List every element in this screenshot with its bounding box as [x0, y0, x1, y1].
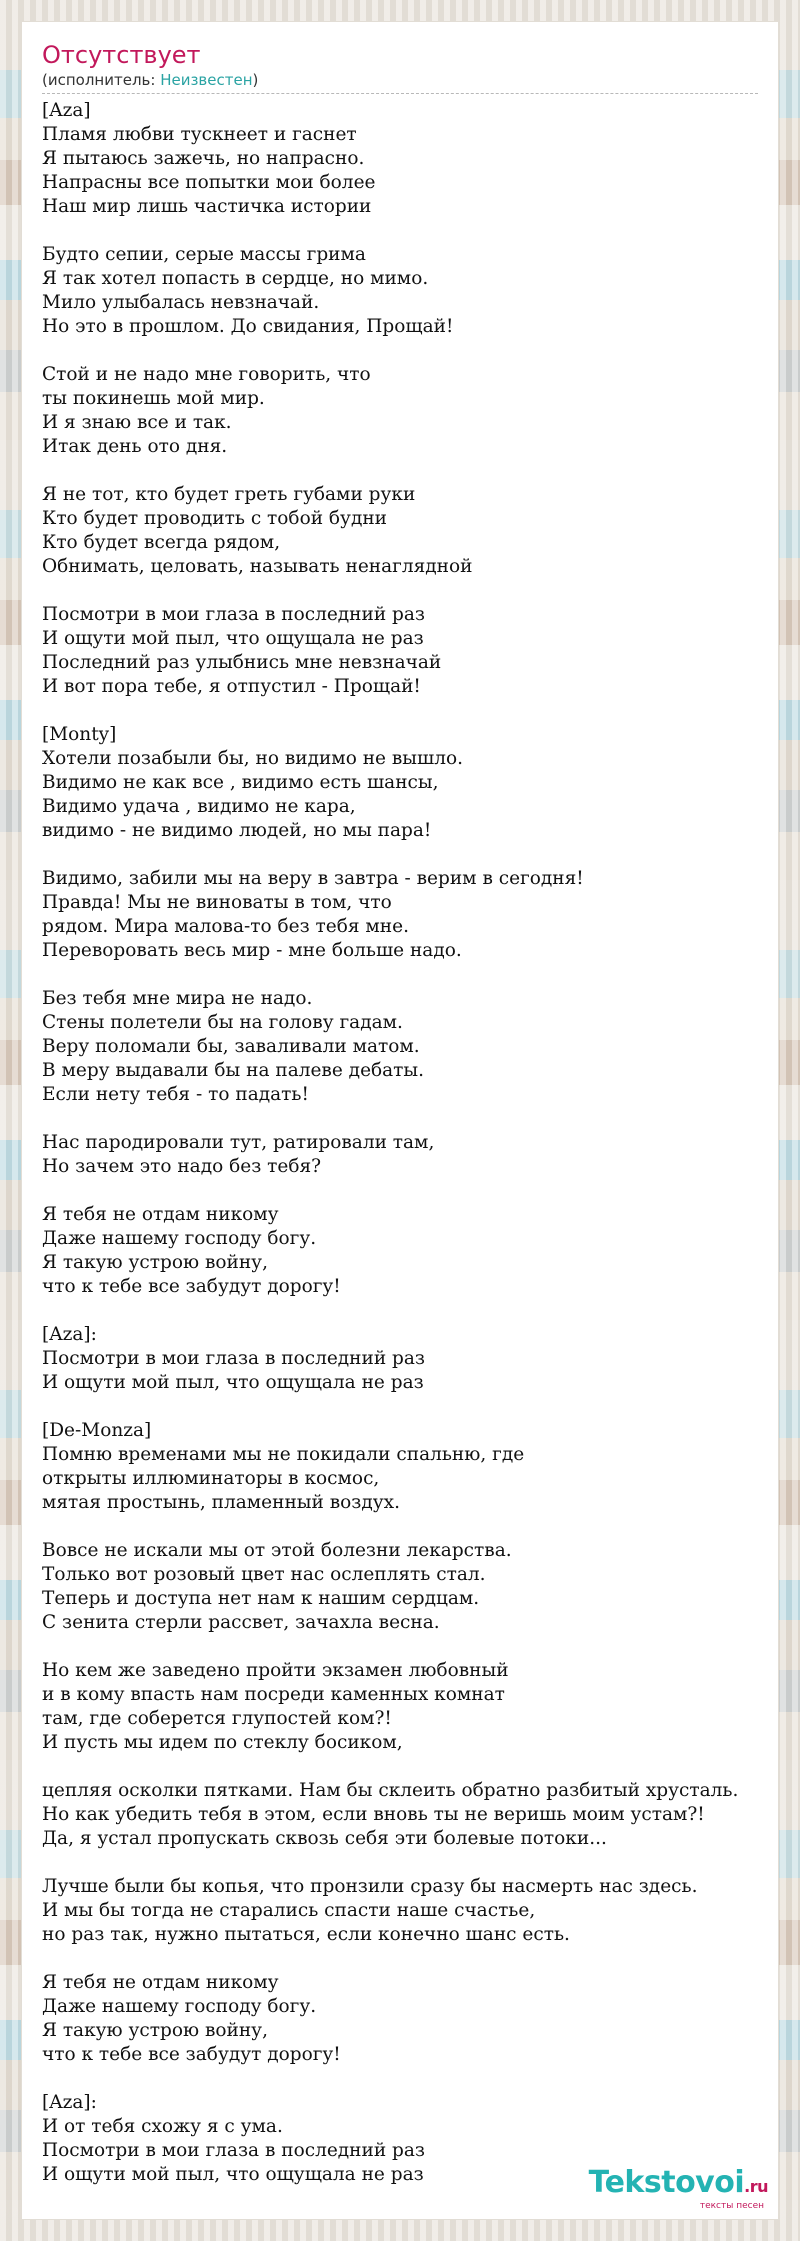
- lyric-line: Я пытаюсь зажечь, но напрасно.: [42, 148, 365, 169]
- lyric-line: Правда! Мы не виноваты в том, что: [42, 892, 392, 913]
- lyric-line: Теперь и доступа нет нам к нашим сердцам.: [42, 1588, 480, 1609]
- subtitle-suffix: ): [252, 71, 259, 89]
- lyric-line: и в кому впасть нам посреди каменных комнат: [42, 1684, 505, 1705]
- lyric-line: Видимо удача , видимо не кара,: [42, 796, 356, 817]
- lyric-line: И я знаю все и так.: [42, 412, 232, 433]
- lyric-line: Только вот розовый цвет нас ослеплять стал.: [42, 1564, 486, 1585]
- lyric-line: Мило улыбалась невзначай.: [42, 292, 320, 313]
- lyric-line: [Aza]: [42, 100, 91, 121]
- lyrics-card: [22, 22, 778, 2219]
- logo-brand-name: Tekstovoi: [588, 2165, 745, 2200]
- logo-tagline: тексты песен: [699, 2201, 764, 2211]
- lyric-line: В меру выдавали бы на палеве дебаты.: [42, 1060, 425, 1081]
- lyric-line: Я такую устрою войну,: [42, 2020, 268, 2041]
- lyric-line: [42, 1107, 782, 1131]
- lyric-line: И мы бы тогда не старались спасти наше счастье,: [42, 1900, 536, 1921]
- lyric-line: Я такую устрою войну,: [42, 1252, 268, 1273]
- lyric-line: Если нету тебя - то падать!: [42, 1084, 309, 1105]
- lyric-line: Стой и не надо мне говорить, что: [42, 364, 371, 385]
- lyric-line: [42, 459, 782, 483]
- lyric-line: [Aza]:: [42, 2092, 97, 2113]
- lyric-line: Без тебя мне мира не надо.: [42, 988, 313, 1009]
- lyric-line: [42, 339, 782, 363]
- lyric-line: Наш мир лишь частичка истории: [42, 196, 372, 217]
- lyric-line: [42, 579, 782, 603]
- lyric-line: Да, я устал пропускать сквозь себя эти болевые потоки...: [42, 1828, 607, 1849]
- lyric-line: но раз так, нужно пытаться, если конечно шанс есть.: [42, 1924, 570, 1945]
- lyric-line: Но это в прошлом. До свидания, Прощай!: [42, 316, 454, 337]
- lyric-line: Но кем же заведено пройти экзамен любовный: [42, 1660, 509, 1681]
- lyric-line: Обнимать, целовать, называть ненаглядной: [42, 556, 473, 577]
- lyric-line: Посмотри в мои глаза в последний раз: [42, 1348, 426, 1369]
- lyric-line: Посмотри в мои глаза в последний раз: [42, 604, 426, 625]
- lyric-line: Стены полетели бы на голову гадам.: [42, 1012, 403, 1033]
- lyrics-text: [42, 99, 782, 2187]
- lyric-line: [Monty]: [42, 724, 117, 745]
- lyric-line: рядом. Мира малова-то без тебя мне.: [42, 916, 409, 937]
- lyric-line: что к тебе все забудут дорогу!: [42, 2044, 341, 2065]
- lyric-line: ты покинешь мой мир.: [42, 388, 265, 409]
- lyric-line: Последний раз улыбнись мне невзначай: [42, 652, 442, 673]
- lyric-line: Даже нашему господу богу.: [42, 1996, 317, 2017]
- song-title: Отсутствует: [42, 41, 201, 69]
- lyric-line: Я тебя не отдам никому: [42, 1204, 279, 1225]
- lyric-line: Я так хотел попасть в сердце, но мимо.: [42, 268, 429, 289]
- lyric-line: цепляя осколки пятками. Нам бы склеить обратно разбитый хрусталь.: [42, 1780, 739, 1801]
- lyric-line: Но как убедить тебя в этом, если вновь ты не веришь моим устам?!: [42, 1804, 705, 1825]
- lyric-line: С зенита стерли рассвет, зачахла весна.: [42, 1612, 440, 1633]
- lyric-line: [42, 1395, 782, 1419]
- lyric-line: И от тебя схожу я с ума.: [42, 2116, 283, 2137]
- lyric-line: [42, 1179, 782, 1203]
- lyric-line: Итак день ото дня.: [42, 436, 228, 457]
- lyric-line: И ощути мой пыл, что ощущала не раз: [42, 628, 424, 649]
- lyric-line: Лучше были бы копья, что пронзили сразу бы насмерть нас здесь.: [42, 1876, 698, 1897]
- site-logo[interactable]: [589, 2167, 768, 2211]
- lyric-line: Посмотри в мои глаза в последний раз: [42, 2140, 426, 2161]
- lyric-line: И ощути мой пыл, что ощущала не раз: [42, 2164, 424, 2185]
- lyric-line: Видимо не как все , видимо есть шансы,: [42, 772, 439, 793]
- lyric-line: Напрасны все попытки мои более: [42, 172, 376, 193]
- lyric-line: Пламя любви тускнеет и гаснет: [42, 124, 357, 145]
- lyric-line: [42, 219, 782, 243]
- lyric-line: [42, 2067, 782, 2091]
- artist-link[interactable]: Неизвестен: [160, 71, 253, 89]
- logo-domain: .ru: [744, 2177, 768, 2196]
- lyric-line: Кто будет всегда рядом,: [42, 532, 281, 553]
- logo-brand: [589, 2167, 768, 2203]
- lyric-line: Нас пародировали тут, ратировали там,: [42, 1132, 435, 1153]
- lyric-line: Вовсе не искали мы от этой болезни лекарства.: [42, 1540, 512, 1561]
- lyric-line: там, где соберется глупостей ком?!: [42, 1708, 392, 1729]
- lyric-line: Я не тот, кто будет греть губами руки: [42, 484, 416, 505]
- lyric-line: мятая простынь, пламенный воздух.: [42, 1492, 400, 1513]
- lyric-line: Даже нашему господу богу.: [42, 1228, 317, 1249]
- song-subtitle: [42, 70, 758, 94]
- lyric-line: [42, 1635, 782, 1659]
- lyric-line: Хотели позабыли бы, но видимо не вышло.: [42, 748, 463, 769]
- lyric-line: Помню временами мы не покидали спальню, где: [42, 1444, 525, 1465]
- lyric-line: [42, 843, 782, 867]
- lyric-line: Переворовать весь мир - мне больше надо.: [42, 940, 462, 961]
- lyric-line: И ощути мой пыл, что ощущала не раз: [42, 1372, 424, 1393]
- lyric-line: [42, 1947, 782, 1971]
- lyric-line: видимо - не видимо людей, но мы пара!: [42, 820, 432, 841]
- lyric-line: Веру поломали бы, заваливали матом.: [42, 1036, 420, 1057]
- lyric-line: [42, 699, 782, 723]
- lyric-line: [42, 1299, 782, 1323]
- lyric-line: Будто сепии, серые массы грима: [42, 244, 366, 265]
- lyric-line: И пусть мы идем по стеклу босиком,: [42, 1732, 403, 1753]
- subtitle-prefix: (исполнитель:: [42, 71, 161, 89]
- lyric-line: [42, 1851, 782, 1875]
- lyric-line: Но зачем это надо без тебя?: [42, 1156, 322, 1177]
- lyric-line: Видимо, забили мы на веру в завтра - верим в сегодня!: [42, 868, 584, 889]
- lyric-line: Кто будет проводить с тобой будни: [42, 508, 387, 529]
- lyric-line: [42, 1755, 782, 1779]
- lyric-line: что к тебе все забудут дорогу!: [42, 1276, 341, 1297]
- lyric-line: открыты иллюминаторы в космос,: [42, 1468, 380, 1489]
- lyric-line: [De-Monza]: [42, 1420, 152, 1441]
- lyric-line: И вот пора тебе, я отпустил - Прощай!: [42, 676, 421, 697]
- lyric-line: [Aza]:: [42, 1324, 97, 1345]
- lyric-line: [42, 963, 782, 987]
- lyric-line: Я тебя не отдам никому: [42, 1972, 279, 1993]
- lyric-line: [42, 1515, 782, 1539]
